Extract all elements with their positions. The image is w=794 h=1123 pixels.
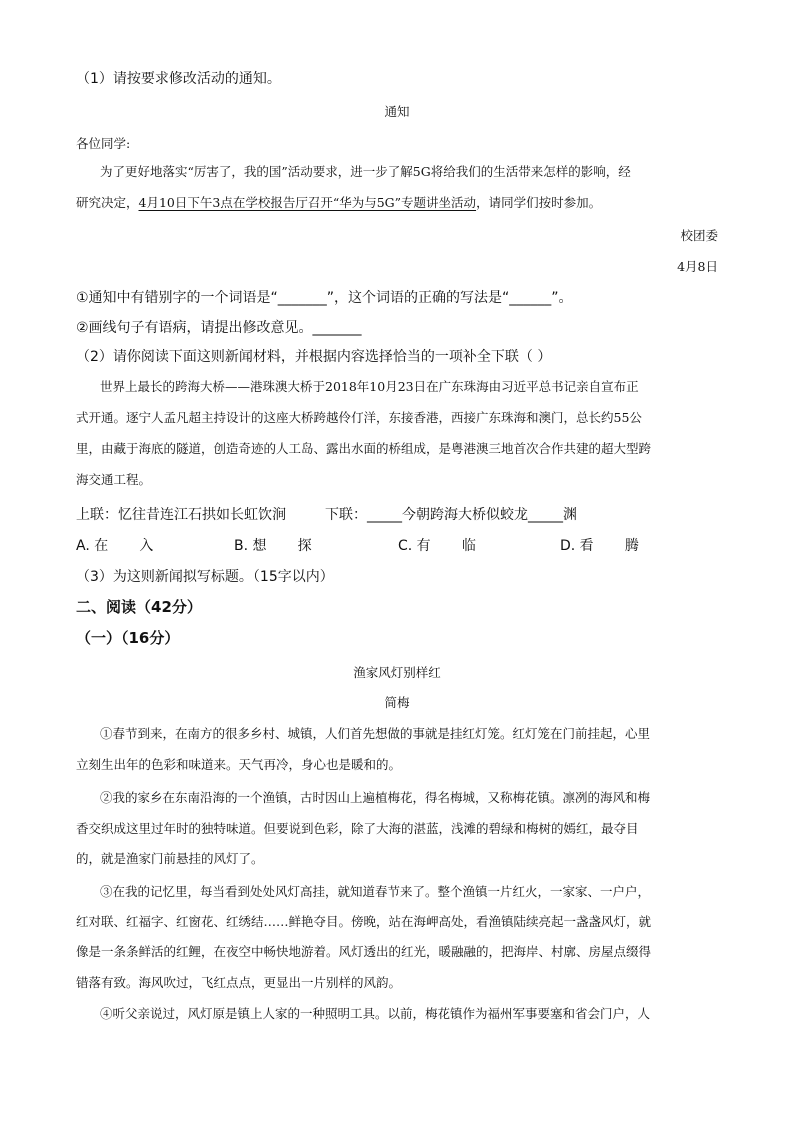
option-d[interactable]: D. 看 腾	[560, 538, 639, 554]
article-line: 立刻生出年的色彩和味道来。天气再冷，身心也是暖和的。	[76, 757, 402, 772]
article-line: ①春节到来，在南方的很多乡村、城镇，人们首先想做的事就是挂红灯笼。红灯笼在门前挂起，心里	[100, 726, 651, 741]
notice-title: 通知	[384, 104, 410, 119]
q1-sub-question-1: ①通知中有错别字的一个词语是“_______”，这个词语的正确的写法是“______”。	[76, 290, 573, 306]
notice-body-line-2-post: ，请同学们按时参加。	[476, 195, 602, 210]
couplet-lower: 下联：_____今朝跨海大桥似蛟龙_____渊	[325, 507, 577, 523]
article-line: ②我的家乡在东南沿海的一个渔镇，古时因山上遍植梅花，得名梅城，又称梅花镇。凛冽的海风和梅	[100, 790, 651, 805]
section-2-heading: 二、阅读（42分）	[76, 598, 202, 616]
notice-body-line-2	[76, 194, 601, 212]
q1-sub-question-2: ②画线句子有语病，请提出修改意见。_______	[76, 320, 362, 336]
article-line: 的，就是渔家门前悬挂的风灯了。	[76, 851, 264, 866]
notice-date: 4月8日	[677, 259, 718, 274]
couplet-upper: 上联：忆往昔连江石拱如长虹饮涧	[76, 507, 286, 523]
notice-signature: 校团委	[680, 228, 718, 243]
underlined-sentence: 4月10日下午3点在学校报告厅召开“华为与5G”专题讲坐活动	[138, 195, 477, 210]
option-b[interactable]: B. 想 探	[234, 538, 312, 554]
article-line: ④听父亲说过，风灯原是镇上人家的一种照明工具。以前，梅花镇作为福州军事要塞和省会门户，人	[100, 1006, 651, 1021]
article-line: ③在我的记忆里，每当看到处处风灯高挂，就知道春节来了。整个渔镇一片红火，一家家、一户户，	[100, 884, 651, 899]
news-line-3: 里，由藏于海底的隧道，创造奇迹的人工岛、露出水面的桥组成，是粤港澳三地首次合作共建的超大型跨	[76, 441, 652, 456]
article-line: 香交织成这里过年时的独特味道。但要说到色彩，除了大海的湛蓝，浅滩的碧绿和梅树的嫣红，最夺目	[76, 821, 639, 836]
q1-heading: （1）请按要求修改活动的通知。	[76, 71, 281, 87]
news-line-2: 式开通。逐宁人孟凡超主持设计的这座大桥跨越伶仃洋，东接香港，西接广东珠海和澳门，总长约55公	[76, 410, 642, 425]
article-line: 红对联、红福字、红窗花、红绣结……鲜艳夺目。傍晚，站在海岬高处，看渔镇陆续亮起一盏盏风灯，就	[76, 914, 652, 929]
q3-heading: （3）为这则新闻拟写标题。（15字以内）	[76, 569, 334, 585]
news-line-4: 海交通工程。	[76, 472, 152, 487]
option-c[interactable]: C. 有 临	[398, 538, 476, 554]
notice-body-line-1: 为了更好地落实“厉害了，我的国”活动要求，进一步了解5G将给我们的生活带来怎样的影响，经	[100, 164, 631, 179]
article-line: 像是一条条鲜活的红鲤，在夜空中畅快地游着。风灯透出的红光，暖融融的，把海岸、村廓、房屋点缀得	[76, 944, 652, 959]
news-line-1: 世界上最长的跨海大桥——港珠澳大桥于2018年10月23日在广东珠海由习近平总书记亲自宣布正	[100, 379, 639, 394]
notice-greeting: 各位同学:	[76, 136, 131, 151]
option-a[interactable]: A. 在 入	[76, 538, 154, 554]
notice-body-line-2-pre: 研究决定，	[76, 195, 139, 210]
part-1-heading: （一）（16分）	[76, 629, 180, 647]
q2-heading: （2）请你阅读下面这则新闻材料，并根据内容选择恰当的一项补全下联（ ）	[76, 349, 552, 365]
article-line: 错落有致。海风吹过，飞红点点，更显出一片别样的风韵。	[76, 975, 402, 990]
article-author: 简梅	[384, 695, 410, 710]
article-title: 渔家风灯别样红	[353, 665, 441, 680]
